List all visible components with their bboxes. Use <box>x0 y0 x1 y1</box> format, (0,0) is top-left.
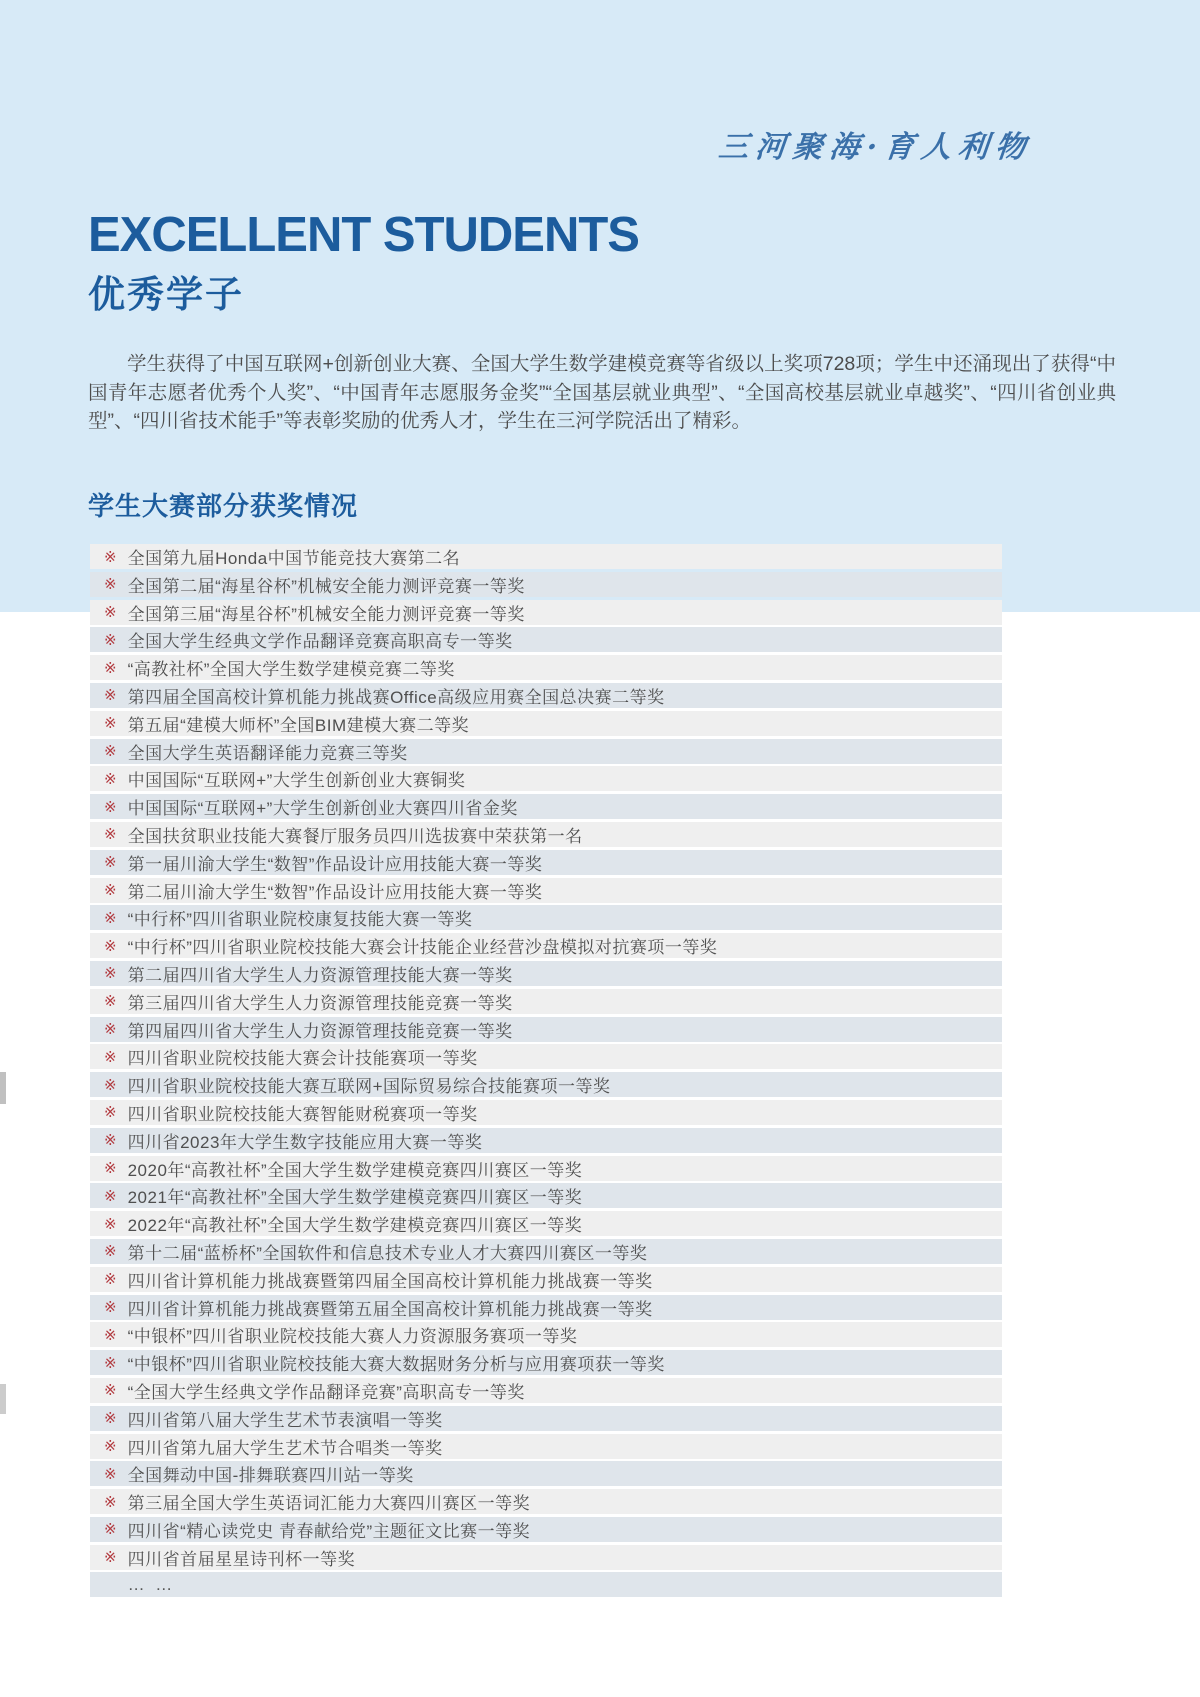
reference-mark-icon: ※ <box>104 826 117 844</box>
award-text: “中行杯”四川省职业院校技能大赛会计技能企业经营沙盘模拟对抗赛项一等奖 <box>127 938 718 958</box>
award-row <box>90 1461 1002 1486</box>
reference-mark-icon: ※ <box>104 937 117 955</box>
reference-mark-icon: ※ <box>104 1382 117 1400</box>
award-row <box>90 933 1002 958</box>
reference-mark-icon: ※ <box>104 631 117 649</box>
award-row <box>90 822 1002 847</box>
award-row <box>90 1517 1002 1542</box>
award-row <box>90 905 1002 930</box>
award-text: 第十二届“蓝桥杯”全国软件和信息技术专业人才大赛四川赛区一等奖 <box>127 1243 648 1263</box>
award-text: “中行杯”四川省职业院校康复技能大赛一等奖 <box>127 910 473 930</box>
reference-mark-icon: ※ <box>104 715 117 733</box>
award-row <box>90 1378 1002 1403</box>
reference-mark-icon: ※ <box>104 1187 117 1205</box>
award-row <box>90 572 1002 597</box>
reference-mark-icon: ※ <box>104 1160 117 1178</box>
award-row <box>90 1211 1002 1236</box>
award-text: 全国第三届“海星谷杯”机械安全能力测评竞赛一等奖 <box>127 604 525 624</box>
award-text: 四川省第九届大学生艺术节合唱类一等奖 <box>127 1438 443 1458</box>
award-row <box>90 627 1002 652</box>
school-motto-calligraphy: 三河聚海·育人利物 <box>716 130 1034 165</box>
award-row <box>90 878 1002 903</box>
award-row <box>90 1183 1002 1208</box>
award-row <box>90 1545 1002 1570</box>
awards-list <box>90 544 1002 1600</box>
award-row <box>90 1295 1002 1320</box>
award-row <box>90 1267 1002 1292</box>
reference-mark-icon: ※ <box>104 1549 117 1567</box>
award-text: 第四届四川省大学生人力资源管理技能竞赛一等奖 <box>127 1021 513 1041</box>
award-text: 四川省2023年大学生数字技能应用大赛一等奖 <box>127 1132 483 1152</box>
award-row <box>90 961 1002 986</box>
award-text: 第二届川渝大学生“数智”作品设计应用技能大赛一等奖 <box>127 882 543 902</box>
reference-mark-icon: ※ <box>104 1521 117 1539</box>
reference-mark-icon: ※ <box>104 965 117 983</box>
award-row <box>90 850 1002 875</box>
award-row <box>90 1072 1002 1097</box>
reference-mark-icon: ※ <box>104 1493 117 1511</box>
award-row <box>90 1350 1002 1375</box>
award-row <box>90 1406 1002 1431</box>
award-text: 第三届四川省大学生人力资源管理技能竞赛一等奖 <box>127 993 513 1013</box>
award-text: 四川省计算机能力挑战赛暨第五届全国高校计算机能力挑战赛一等奖 <box>127 1299 653 1319</box>
reference-mark-icon: ※ <box>104 1465 117 1483</box>
award-row <box>90 1128 1002 1153</box>
scan-artifact <box>0 1072 6 1104</box>
award-text: 四川省职业院校技能大赛智能财税赛项一等奖 <box>127 1104 478 1124</box>
award-text: 四川省职业院校技能大赛互联网+国际贸易综合技能赛项一等奖 <box>127 1077 611 1097</box>
scan-artifact <box>0 1384 6 1414</box>
award-text: 四川省首届星星诗刊杯一等奖 <box>127 1549 356 1569</box>
award-text: 第五届“建模大师杯”全国BIM建模大赛二等奖 <box>127 715 470 735</box>
award-row <box>90 683 1002 708</box>
award-row <box>90 766 1002 791</box>
award-row <box>90 600 1002 625</box>
reference-mark-icon: ※ <box>104 1132 117 1150</box>
award-text: 全国扶贫职业技能大赛餐厅服务员四川选拔赛中荣获第一名 <box>127 826 583 846</box>
award-row <box>90 1322 1002 1347</box>
award-text: 第二届四川省大学生人力资源管理技能大赛一等奖 <box>127 965 513 985</box>
reference-mark-icon: ※ <box>104 659 117 677</box>
reference-mark-icon: ※ <box>104 1354 117 1372</box>
award-text: 2022年“高教社杯”全国大学生数学建模竞赛四川赛区一等奖 <box>127 1216 583 1236</box>
award-text: 四川省计算机能力挑战赛暨第四届全国高校计算机能力挑战赛一等奖 <box>127 1271 653 1291</box>
award-row <box>90 989 1002 1014</box>
reference-mark-icon: ※ <box>104 798 117 816</box>
ellipsis-text: … … <box>127 1574 176 1594</box>
page-title-chinese: 优秀学子 <box>88 274 244 315</box>
award-row <box>90 1434 1002 1459</box>
reference-mark-icon: ※ <box>104 687 117 705</box>
reference-mark-icon: ※ <box>104 1021 117 1039</box>
award-row <box>90 1156 1002 1181</box>
award-row <box>90 655 1002 680</box>
award-text: “高教社杯”全国大学生数学建模竞赛二等奖 <box>127 660 455 680</box>
reference-mark-icon: ※ <box>104 1076 117 1094</box>
reference-mark-icon: ※ <box>104 1243 117 1261</box>
reference-mark-icon: ※ <box>104 1410 117 1428</box>
award-row <box>90 544 1002 569</box>
award-row <box>90 1017 1002 1042</box>
award-text: 中国国际“互联网+”大学生创新创业大赛铜奖 <box>127 771 466 791</box>
reference-mark-icon: ※ <box>104 548 117 566</box>
award-row <box>90 739 1002 764</box>
award-row <box>90 711 1002 736</box>
award-text: 第一届川渝大学生“数智”作品设计应用技能大赛一等奖 <box>127 854 543 874</box>
award-row <box>90 794 1002 819</box>
award-text: 全国第二届“海星谷杯”机械安全能力测评竞赛一等奖 <box>127 576 525 596</box>
award-text: 中国国际“互联网+”大学生创新创业大赛四川省金奖 <box>127 799 518 819</box>
reference-mark-icon: ※ <box>104 1271 117 1289</box>
reference-mark-icon: ※ <box>104 1326 117 1344</box>
reference-mark-icon: ※ <box>104 854 117 872</box>
award-text: 全国第九届Honda中国节能竞技大赛第二名 <box>127 549 461 568</box>
reference-mark-icon: ※ <box>104 1215 117 1233</box>
award-row <box>90 1044 1002 1069</box>
award-text: “中银杯”四川省职业院校技能大赛大数据财务分析与应用赛项获一等奖 <box>127 1355 665 1375</box>
reference-mark-icon: ※ <box>104 882 117 900</box>
reference-mark-icon: ※ <box>104 604 117 622</box>
award-text: “中银杯”四川省职业院校技能大赛人力资源服务赛项一等奖 <box>127 1327 578 1347</box>
intro-paragraph: 学生获得了中国互联网+创新创业大赛、全国大学生数学建模竞赛等省级以上奖项728项；学生中还涌现出了获得“中国青年志愿者优秀个人奖”、“中国青年志愿服务金奖”“全国基层就业典型”、“全国高校基层就业卓越奖”、“四川省创业典型”、“四川省技术能手”等表彰奖励的优秀人才，学生在三河学院活出了精彩。 <box>88 353 1116 432</box>
award-text: 全国大学生经典文学作品翻译竞赛高职高专一等奖 <box>127 632 513 652</box>
award-text: 全国大学生英语翻译能力竞赛三等奖 <box>127 743 408 763</box>
reference-mark-icon: ※ <box>104 1299 117 1317</box>
reference-mark-icon: ※ <box>104 909 117 927</box>
awards-ellipsis-row <box>90 1572 1002 1597</box>
award-text: 四川省第八届大学生艺术节表演唱一等奖 <box>127 1410 443 1430</box>
award-text: 第四届全国高校计算机能力挑战赛Office高级应用赛全国总决赛二等奖 <box>127 687 665 707</box>
reference-mark-icon: ※ <box>104 576 117 594</box>
award-text: 全国舞动中国-排舞联赛四川站一等奖 <box>127 1466 414 1486</box>
reference-mark-icon: ※ <box>104 1048 117 1066</box>
reference-mark-icon: ※ <box>104 993 117 1011</box>
award-row <box>90 1489 1002 1514</box>
award-text: 2021年“高教社杯”全国大学生数学建模竞赛四川赛区一等奖 <box>127 1188 583 1208</box>
reference-mark-icon: ※ <box>104 1438 117 1455</box>
award-row <box>90 1100 1002 1125</box>
award-text: 第三届全国大学生英语词汇能力大赛四川赛区一等奖 <box>127 1494 531 1514</box>
awards-section-title: 学生大赛部分获奖情况 <box>88 491 359 521</box>
award-row <box>90 1239 1002 1264</box>
reference-mark-icon: ※ <box>104 743 117 761</box>
award-text: 四川省职业院校技能大赛会计技能赛项一等奖 <box>127 1049 478 1069</box>
award-text: 四川省“精心读党史 青春献给党”主题征文比赛一等奖 <box>127 1521 531 1541</box>
page-title-english: EXCELLENT STUDENTS <box>88 208 639 262</box>
award-text: “全国大学生经典文学作品翻译竞赛”高职高专一等奖 <box>127 1382 525 1402</box>
reference-mark-icon: ※ <box>104 1104 117 1122</box>
reference-mark-icon: ※ <box>104 770 117 788</box>
award-text: 2020年“高教社杯”全国大学生数学建模竞赛四川赛区一等奖 <box>127 1160 583 1180</box>
